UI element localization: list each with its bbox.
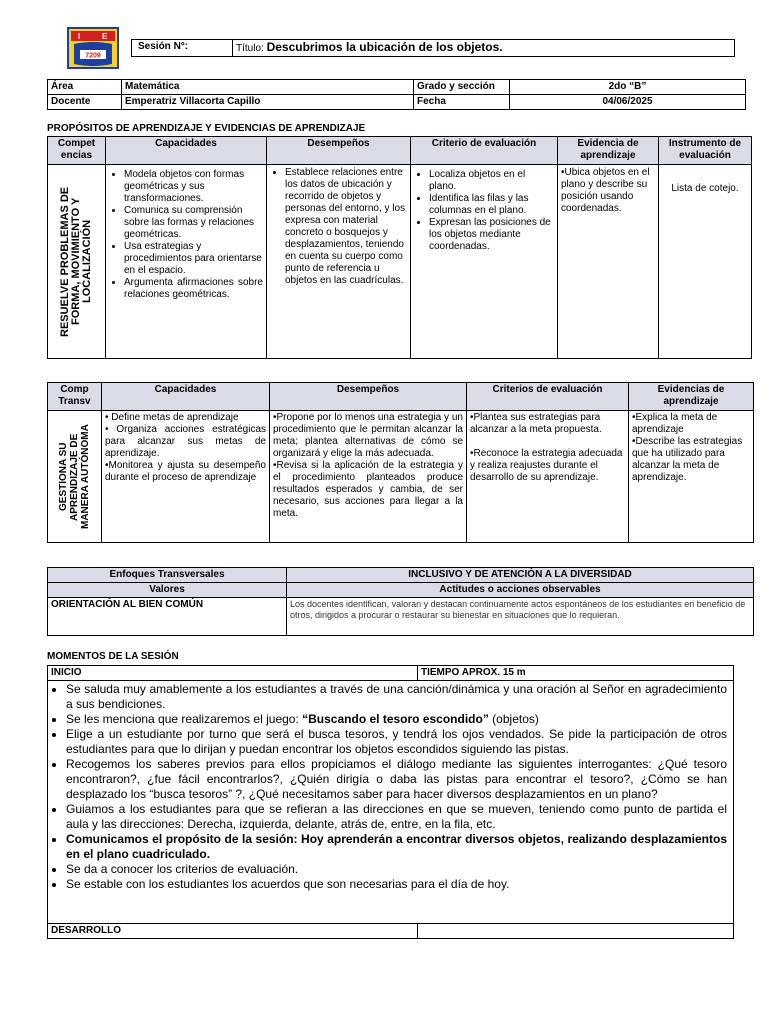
t2-competence: GESTIONA SU APRENDIZAJE DE MANERA AUTÓNOMA (58, 424, 91, 529)
session-title: Descubrimos la ubicación de los objetos. (266, 40, 503, 54)
approaches-table (47, 567, 754, 636)
t2-criterion: •Reconoce la estrategia adecuada y realiza reajustes durante el desarrollo de su aprendizaje. (470, 448, 623, 483)
t1-criterion: • Identifica las filas y las columnas en el plano. (429, 193, 554, 217)
grade-value: 2do “B” (510, 80, 746, 95)
t2-competence-cell (48, 411, 102, 543)
grade-label: Grado y sección (414, 80, 510, 95)
moment-item-text: (objetos) (488, 712, 539, 726)
t2-criterion: •Plantea sus estrategias para alcanzar a la meta propuesta. (470, 412, 602, 435)
t1-header-criteria: Criterio de evaluación (411, 137, 558, 165)
date-value: 04/06/2025 (510, 95, 746, 110)
t1-capacity: • Usa estrategias y procedimientos para orientarse en el espacio. (124, 241, 263, 277)
moment-item: • Se da a conocer los criterios de evaluación. (66, 862, 727, 877)
t3-value: ORIENTACIÓN AL BIEN COMÚN (48, 598, 287, 636)
t2-header-criteria: Criterios de evaluación (467, 383, 629, 411)
moment-item-purpose: • Comunicamos el propósito de la sesión: Hoy aprenderán a encontrar diversos objetos, realizando desplazamientos en el plano cuadriculado. (66, 832, 727, 862)
t1-header-capacities: Capacidades (106, 137, 267, 165)
t2-evidence: •Explica la meta de aprendizaje (632, 412, 718, 435)
t1-capacity: • Argumenta afirmaciones sobre relaciones geométricas. (124, 277, 263, 301)
t2-capacity: • Organiza acciones estratégicas para alcanzar sus metas de aprendizaje. (105, 424, 266, 459)
area-value: Matemática (122, 80, 414, 95)
t2-capacities-cell (102, 411, 270, 543)
t1-instrument: Lista de cotejo. (659, 165, 752, 359)
t2-header-capacities: Capacidades (102, 383, 270, 411)
school-logo (66, 26, 120, 70)
moment-item: • Guiamos a los estudiantes para que se refieran a las direcciones en que se mueven, teniendo como punto de partida el aula y las direcciones: Derecha, izquierda, delante, atrás de, entre, en la fila, etc. (66, 802, 727, 832)
start-label: INICIO (48, 666, 418, 681)
t1-criteria-cell (411, 165, 558, 359)
area-label: Área (48, 80, 122, 95)
t2-header-competence: Comp Transv (48, 383, 102, 411)
development-time (418, 924, 734, 939)
logo-letter-left: I (78, 32, 81, 41)
t2-performances-cell (270, 411, 467, 543)
session-title-label: Título: (236, 43, 264, 54)
t1-performance: • Establece relaciones entre los datos de ubicación y recorrido de objetos y personas del entorno, y los expresa con material concreto o bosquejos y desplazamientos, teniendo en cuenta su cuerpo como punto de referencia u objetos en las cuadrículas. (285, 167, 407, 287)
moments-title: MOMENTOS DE LA SESIÓN (47, 651, 179, 662)
t2-evidence: •Describe las estrategias que ha utilizado para alcanzar la meta de aprendizaje. (632, 436, 743, 483)
t1-capacities-cell (106, 165, 267, 359)
transversal-table (47, 382, 754, 543)
development-label: DESARROLLO (48, 924, 418, 939)
t2-performance: •Propone por lo menos una estrategia y un procedimiento que le permitan alcanzar la meta; plantea alternativas de cómo se organizará y elige la más adecuada. (273, 412, 463, 459)
session-title-cell (233, 40, 735, 57)
moment-item: • Se estable con los estudiantes los acuerdos que son necesarias para el día de hoy. (66, 877, 727, 892)
t1-competence-cell (48, 165, 106, 359)
moment-item: • Elige a un estudiante por turno que será el busca tesoros, y tendrá los ojos vendados. Se pide la participación de otros estudiantes para que lo dirijan y puedan encontrar los objetos escondidos siguiendo las pistas. (66, 727, 727, 757)
t1-header-competence: Compet encias (48, 137, 106, 165)
t1-header-performance: Desempeños (267, 137, 411, 165)
purposes-table (47, 136, 752, 359)
t2-performance: •Revisa si la aplicación de la estrategia y el procedimiento planteados produce resultados esperados y cambia, de ser necesario, sus acciones para llegar a la meta. (273, 460, 463, 519)
t2-capacity: • Define metas de aprendizaje (105, 412, 239, 423)
t1-performance-cell (267, 165, 411, 359)
session-number-label: Sesión N°: (132, 40, 233, 57)
t1-evidence: •Ubica objetos en el plano y describe su posición usando coordenadas. (558, 165, 659, 359)
t1-criterion: • Expresan las posiciones de los objetos mediante coordenadas. (429, 217, 554, 253)
t1-header-evidence: Evidencia de aprendizaje (558, 137, 659, 165)
t1-criterion: • Localiza objetos en el plano. (429, 169, 554, 193)
moment-item (66, 712, 727, 727)
t3-header-attitudes: Actitudes o acciones observables (287, 583, 754, 598)
purposes-title: PROPÓSITOS DE APRENDIZAJE Y EVIDENCIAS DE APRENDIZAJE (47, 123, 366, 134)
date-label: Fecha (414, 95, 510, 110)
moment-item: • Se saluda muy amablemente a los estudiantes a través de una canción/dinámica y una oración al Señor en agradecimiento a sus bendiciones. (66, 682, 727, 712)
logo-letter-right: E (102, 32, 108, 41)
moments-table (47, 665, 734, 939)
t2-evidences-cell (629, 411, 754, 543)
moment-item: • Recogemos los saberes previos para ellos propiciamos el diálogo mediante las siguientes interrogantes: ¿Qué tesoro encontraron?, ¿fue fácil encontrarlos?, ¿Quién dirigía o daba las pistas para encontrar el tesoro?, ¿Cómo se han desplazado los “busca tesoros” ?, ¿Qué necesitamos saber para hacer diversos desplazamientos en un plano? (66, 757, 727, 802)
logo-number: 7209 (85, 52, 101, 60)
time-label: TIEMPO APROX. 15 m (418, 666, 734, 681)
session-header (131, 39, 735, 57)
teacher-value: Emperatriz Villacorta Capillo (122, 95, 414, 110)
t2-header-performances: Desempeños (270, 383, 467, 411)
start-activities (48, 681, 734, 924)
moment-item-text: Se les menciona que realizaremos el juego: (66, 712, 303, 726)
game-name: “Buscando el tesoro escondido” (302, 712, 489, 726)
t3-header-approaches: Enfoques Transversales (48, 568, 287, 583)
t1-capacity: • Comunica su comprensión sobre las formas y relaciones geométricas. (124, 205, 263, 241)
t2-header-evidences: Evidencias de aprendizaje (629, 383, 754, 411)
teacher-label: Docente (48, 95, 122, 110)
t2-capacity: •Monitorea y ajusta su desempeño durante el proceso de aprendizaje (105, 460, 266, 483)
t3-header-inclusive: INCLUSIVO Y DE ATENCIÓN A LA DIVERSIDAD (287, 568, 754, 583)
t1-capacity: • Modela objetos con formas geométricas y sus transformaciones. (124, 169, 263, 205)
info-table (47, 79, 746, 110)
t2-criteria-cell (467, 411, 629, 543)
t1-competence: RESUELVE PROBLEMAS DE FORMA, MOVIMIENTO Y LOCALIZACIÓN (59, 186, 93, 337)
t3-header-values: Valores (48, 583, 287, 598)
t1-header-instrument: Instrumento de evaluación (659, 137, 752, 165)
t3-attitude: Los docentes identifican, valoran y destacan continuamente actos espontáneos de los estudiantes en beneficio de otros, dirigidos a procurar o restaurar su bienestar en situaciones que lo requieran. (287, 598, 754, 636)
